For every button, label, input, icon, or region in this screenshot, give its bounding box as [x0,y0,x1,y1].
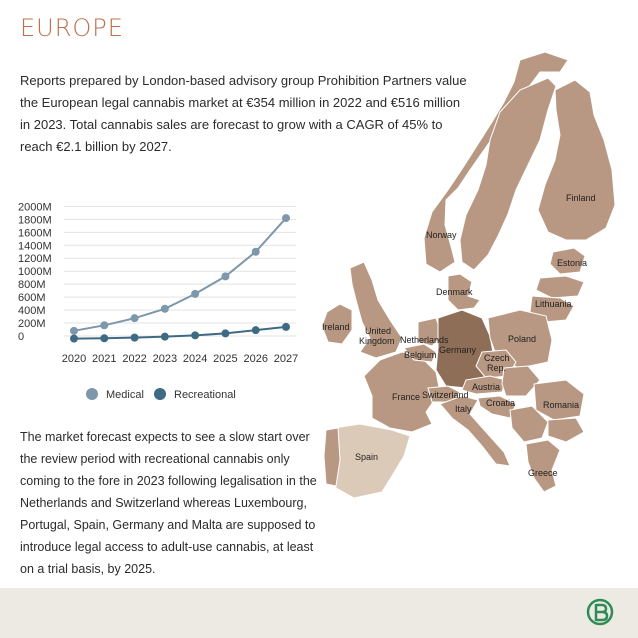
x-tick-label: 2021 [92,353,117,365]
data-point-medical [131,314,139,322]
country-portugal [324,428,340,486]
legend-marker-medical [86,388,98,400]
chart-gridlines [64,206,296,336]
data-point-medical [70,327,78,335]
x-tick-label: 2020 [61,353,87,365]
legend-label-medical: Medical [106,389,144,401]
label-czech-line2: Rep. [487,363,507,373]
label-belgium: Belgium [404,350,437,360]
y-tick-label: 800M [18,279,46,292]
y-tick-label: 1800M [18,214,52,227]
label-norway: Norway [426,230,457,240]
y-tick-label: 600M [18,292,46,305]
data-point-medical [100,321,108,329]
x-tick-label: 2024 [182,353,208,365]
x-tick-label: 2025 [213,353,238,365]
x-tick-label: 2022 [122,353,147,365]
data-point-medical [191,290,199,298]
label-denmark: Denmark [436,287,473,297]
y-tick-label: 0 [18,331,25,343]
legend-label-recreational: Recreational [174,389,236,401]
chart-legend [86,388,236,401]
label-france: France [392,392,421,402]
x-tick-label: 2023 [152,353,178,365]
label-ireland: Ireland [322,322,350,332]
label-italy: Italy [455,404,472,414]
market-forecast-chart [14,188,314,413]
data-point-recreational [191,331,199,339]
label-czech-line1: Czech [484,353,510,363]
series-line-medical [74,218,286,331]
x-axis-ticks [62,353,298,365]
data-point-recreational [70,335,78,343]
label-uk-line2: Kingdom [359,336,395,346]
europe-map [315,40,638,502]
y-tick-label: 1400M [18,240,52,253]
x-tick-label: 2027 [273,353,299,365]
intro-paragraph: Reports prepared by London-based advisory group Prohibition Partners value the European legal cannabis market at €354 million in 2022 and €516 million in 2023. Total cannabis sales are forecast to grow with a CAGR of 45% to reach €2.1 billion by 2027. [20,73,467,154]
outro-paragraph: The market forecast expects to see a slow start over the review period with recreational cannabis only coming to the fore in 2023 following legalisation in the Netherlands and Switzerland whereas Luxembourg, Portugal, Spain, Germany and Malta are supposed to introduce legal access to adult-use cannabis, at least on a trial basis, by 2025. [20,430,317,576]
data-point-recreational [221,329,229,337]
label-estonia: Estonia [557,258,588,268]
label-austria: Austria [472,382,501,392]
country-latvia [536,276,584,298]
country-sweden [460,78,556,270]
label-greece: Greece [528,468,558,478]
label-lithuania: Lithuania [535,299,572,309]
label-spain: Spain [355,452,379,462]
label-poland: Poland [508,334,537,344]
data-point-recreational [161,333,169,341]
page-title: EUROPE [20,14,124,42]
label-croatia: Croatia [486,398,516,408]
y-tick-label: 1600M [18,227,52,240]
data-point-medical [252,248,260,256]
data-point-recreational [131,334,139,342]
x-tick-label: 2026 [243,353,268,365]
y-tick-label: 2000M [18,201,52,214]
data-point-recreational [282,323,290,331]
y-tick-label: 1200M [18,253,52,266]
y-tick-label: 1000M [18,266,52,279]
y-tick-label: 400M [18,305,46,318]
data-point-recreational [100,334,108,342]
data-point-medical [282,214,290,222]
footer-bar [0,588,638,638]
label-romania: Romania [543,400,580,410]
label-finland: Finland [566,193,596,203]
label-germany: Germany [439,345,477,355]
legend-marker-recreational [154,388,166,400]
y-tick-label: 200M [18,318,46,331]
country-greece [526,440,560,492]
y-axis-ticks [18,201,52,343]
data-point-medical [161,305,169,313]
data-point-recreational [252,326,260,334]
label-uk-line1: United [365,326,392,336]
data-point-medical [221,272,229,280]
label-switzerland: Switzerland [422,390,469,400]
label-netherlands: Netherlands [400,335,449,345]
country-bulgaria [548,418,584,442]
brand-logo-icon [585,597,615,627]
